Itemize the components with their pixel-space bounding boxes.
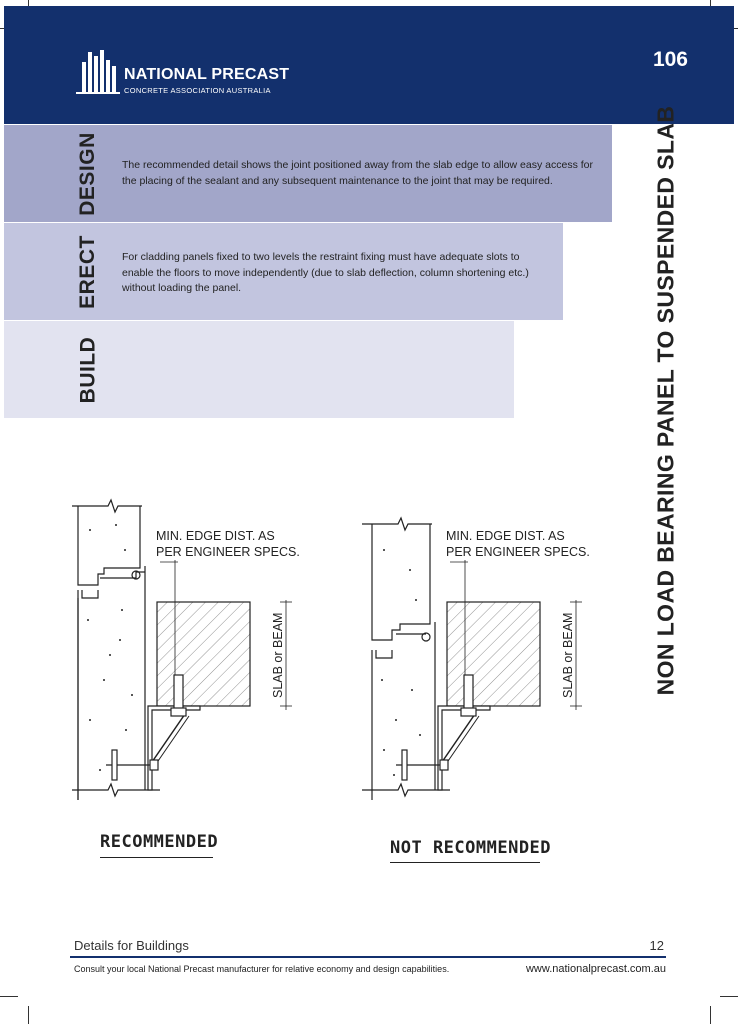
footer-divider (70, 956, 666, 958)
erect-section (4, 223, 563, 320)
concrete-aggregate-texture (87, 524, 133, 771)
erect-text: For cladding panels fixed to two levels the restraint fixing must have adequate slots to enable the floors to move independently (due to slab deflection, column shortening etc.) without loading the panel. (122, 251, 529, 294)
side-title: NON LOAD BEARING PANEL TO SUSPENDED SLAB (652, 105, 679, 695)
crop-mark (0, 996, 18, 997)
footer-note: Consult your local National Precast manufacturer for relative economy and design capabilities. (74, 964, 450, 974)
not-recommended-caption: NOT RECOMMENDED (390, 838, 552, 858)
build-section (4, 321, 514, 418)
left-slab-label: SLAB or BEAM (271, 612, 285, 698)
caption-underline (100, 857, 213, 858)
page-number: 106 (652, 48, 688, 71)
footer-website-link[interactable]: www.nationalprecast.com.au (525, 963, 666, 975)
crop-mark (720, 996, 738, 997)
footer-page-number: 12 (649, 938, 664, 953)
build-label: BUILD (76, 336, 100, 403)
crop-mark (28, 1006, 29, 1024)
design-section (4, 125, 612, 222)
caption-underline (390, 862, 540, 863)
brand-subtitle: CONCRETE ASSOCIATION AUSTRALIA (124, 86, 271, 95)
design-text: The recommended detail shows the joint positioned away from the slab edge to allow easy access for the placing of the sealant and any subsequent maintenance to the joint that may be required. (122, 159, 594, 187)
recommended-caption: RECOMMENDED (100, 832, 219, 852)
right-slab-label: SLAB or BEAM (561, 612, 575, 698)
design-label: DESIGN (76, 131, 100, 216)
right-edge-distance-note-line2: PER ENGINEER SPECS. (446, 545, 590, 559)
right-edge-distance-note-line1: MIN. EDGE DIST. AS (446, 529, 565, 543)
left-edge-distance-note-line2: PER ENGINEER SPECS. (156, 545, 300, 559)
crop-mark (710, 1006, 711, 1024)
footer-title: Details for Buildings (74, 938, 189, 953)
left-edge-distance-note-line1: MIN. EDGE DIST. AS (156, 529, 275, 543)
erect-label: ERECT (76, 234, 99, 309)
not-recommended-detail (362, 518, 582, 800)
brand-name: NATIONAL PRECAST (124, 66, 290, 83)
